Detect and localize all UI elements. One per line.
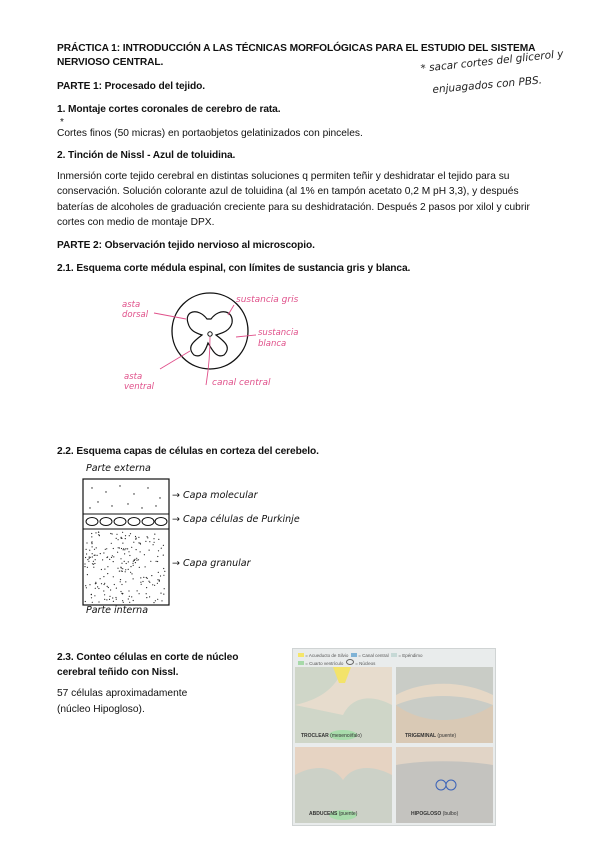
panel-label-troclear: TROCLEAR (mesencéfalo) xyxy=(301,733,362,739)
section2-heading: 2. Tinción de Nissl - Azul de toluidina. xyxy=(57,150,236,161)
part2-heading: PARTE 2: Observación tejido nervioso al microscopio. xyxy=(57,240,315,251)
section1-text: Cortes finos (50 micras) en portaobjetos gelatinizados con pinceles. xyxy=(57,128,363,139)
section21-heading: 2.1. Esquema corte médula espinal, con límites de sustancia gris y blanca. xyxy=(57,263,411,274)
label-parte-interna: Parte interna xyxy=(86,605,149,616)
label-asta-ventral: asta ventral xyxy=(124,372,155,392)
part1-heading: PARTE 1: Procesado del tejido. xyxy=(57,81,205,92)
legend-swatch-yellow xyxy=(298,653,304,657)
panel-label-trigeminal: TRIGEMINAL (puente) xyxy=(405,733,457,739)
section2-text: Inmersión corte tejido cerebral en distintas soluciones q permiten teñir y deshidratar el tejido para su conservación. Solución colorante azul de toluidina (al 1% en tampón acetato 0,2 M pH 3,3), y después baterías de alcoholes de graduación creciente para su deshidratación. Después 2 pasos por xilol y cubrir cortes con medio de montaje DPX. xyxy=(57,171,530,229)
label-sustancia-gris: sustancia gris xyxy=(236,295,299,305)
handwritten-note-line1: * sacar cortes del glicerol y xyxy=(420,47,565,75)
photo-legend: = Acueducto de Silvio = Canal central = Epéndimo = Cuarto ventrículo = Núcleos xyxy=(298,653,423,667)
brainstem-photo xyxy=(292,648,496,826)
label-sustancia-blanca: sustancia blanca xyxy=(258,328,299,349)
central-canal xyxy=(208,332,212,336)
legend-swatch-blue xyxy=(351,653,357,657)
label-capa-molecular: → Capa molecular xyxy=(172,490,258,501)
asterisk-mark: * xyxy=(60,117,64,128)
section23-heading: 2.3. Conteo células en corte de núcleo cerebral teñido con Nissl. xyxy=(57,652,239,678)
label-capa-purkinje: → Capa células de Purkinje xyxy=(172,514,300,525)
section22-heading: 2.2. Esquema capas de células en corteza del cerebelo. xyxy=(57,446,319,457)
legend-swatch-grey xyxy=(391,653,397,657)
page-title: PRÁCTICA 1: INTRODUCCIÓN A LAS TÉCNICAS MORFOLÓGICAS PARA EL ESTUDIO DEL SISTEMA NERVIOSO CENTRAL. xyxy=(57,43,535,68)
panel-label-abducens: ABDUCENS (puente) xyxy=(309,811,358,817)
label-canal-central: canal central xyxy=(212,378,271,388)
photo-panels xyxy=(293,665,495,825)
section1-heading: 1. Montaje cortes coronales de cerebro de rata. xyxy=(57,104,281,115)
label-asta-dorsal: asta dorsal xyxy=(122,300,149,320)
section23-text: 57 células aproximadamente (núcleo Hipogloso). xyxy=(57,688,188,715)
panel-label-hipogloso: HIPOGLOSO (bulbo) xyxy=(411,811,459,817)
label-capa-granular: → Capa granular xyxy=(172,558,251,569)
handwritten-note-line2: enjuagados con PBS. xyxy=(432,74,543,96)
cerebellum-diagram xyxy=(82,478,172,608)
label-parte-externa: Parte externa xyxy=(86,463,151,474)
